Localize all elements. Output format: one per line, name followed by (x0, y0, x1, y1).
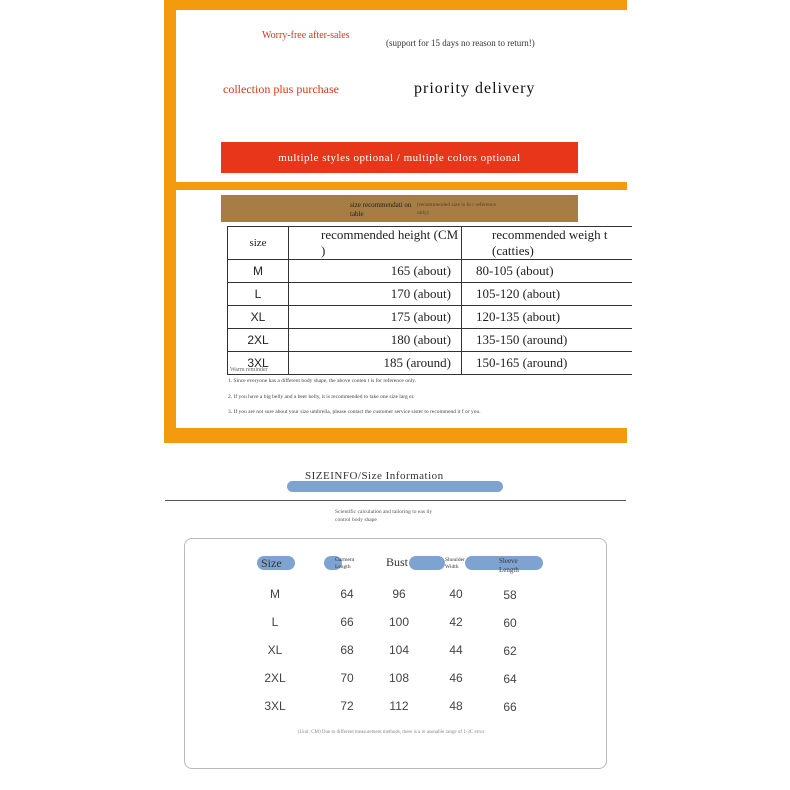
row-height: 175 (about) (289, 306, 462, 329)
bust-cell: 104 (388, 643, 410, 657)
header-pill (409, 556, 445, 570)
priority-delivery-text: priority delivery (414, 80, 536, 97)
col-size-header: size (228, 227, 289, 260)
recommendation-subtitle: (recommended size is fo r reference only) (417, 202, 496, 216)
row-height: 185 (around) (289, 352, 462, 375)
table-row (228, 260, 633, 283)
bust-cell: 96 (392, 587, 406, 601)
bust-cell: 112 (389, 699, 409, 713)
size-cell: L (271, 615, 279, 629)
size-cell: XL (267, 643, 283, 657)
bust-cell: 108 (388, 671, 410, 685)
title-highlight-bar (287, 481, 503, 492)
section-divider (165, 500, 626, 501)
table-row (228, 352, 633, 375)
size-info-title: SIZEINFO/Size Information (305, 470, 444, 482)
row-height: 170 (about) (289, 283, 462, 306)
row-size: L (228, 283, 289, 306)
measurement-footnote: (Unit: CM) Due to different measurement methods, there is a re asonable range of 1-3C error (298, 730, 485, 735)
shoulder-cell: 42 (449, 615, 463, 629)
row-weight: 135-150 (around) (462, 329, 633, 352)
size-cell: 2XL (264, 671, 286, 685)
sleeve-cell: 66 (503, 700, 517, 714)
length-cell: 68 (340, 643, 354, 657)
row-height: 165 (about) (289, 260, 462, 283)
length-cell: 70 (340, 671, 354, 685)
header-shoulder-width: Shoulder Width (445, 557, 465, 570)
shoulder-cell: 48 (449, 699, 463, 713)
after-sales-text: Worry-free after-sales (262, 30, 350, 41)
support-text: (support for 15 days no reason to return!) (386, 38, 535, 48)
sleeve-cell: 60 (503, 616, 517, 630)
length-cell: 64 (340, 587, 354, 601)
size-cell: M (270, 587, 280, 601)
sleeve-cell: 62 (503, 644, 517, 658)
bust-cell: 100 (388, 615, 410, 629)
collection-text: collection plus purchase (223, 82, 339, 96)
shoulder-cell: 44 (449, 643, 463, 657)
recommendation-table (227, 226, 632, 375)
row-size: 2XL (228, 329, 289, 352)
row-size: M (228, 260, 289, 283)
table-row (228, 329, 633, 352)
styles-banner-text: multiple styles optional / multiple colors optional (278, 151, 521, 164)
shoulder-cell: 46 (449, 671, 463, 685)
recommendation-title: size recommendati on table (350, 201, 412, 218)
row-weight: 80-105 (about) (462, 260, 633, 283)
col-height-header: recommended height (CM ) (289, 227, 462, 260)
row-height: 180 (about) (289, 329, 462, 352)
length-cell: 72 (340, 699, 354, 713)
row-weight: 105-120 (about) (462, 283, 633, 306)
row-weight: 120-135 (about) (462, 306, 633, 329)
header-garment-length: Garment Length (335, 557, 355, 570)
row-size: 3XL (228, 352, 289, 375)
warm-reminder-label: Warm reminder (230, 367, 268, 373)
reminder-note: 1. Since everyone has a different body shape, the above conten t is for reference only. (228, 378, 416, 384)
table-row (228, 306, 633, 329)
length-cell: 66 (340, 615, 354, 629)
size-info-subtitle: Scientific calculation and tailoring to eas ily control body shape (335, 509, 433, 523)
reminder-note: 3. If you are not sure about your size umbrella, please contact the customer service sister to recommend it f or you. (228, 409, 481, 415)
size-cell: 3XL (264, 699, 286, 713)
header-size: Size (261, 556, 282, 570)
shoulder-cell: 40 (449, 587, 463, 601)
reminder-note: 2. If you have a big belly and a beer belly, it is recommended to take one size larg er. (228, 394, 415, 400)
header-bust: Bust (386, 555, 409, 569)
row-size: XL (228, 306, 289, 329)
col-weight-header: recommended weigh t (catties) (462, 227, 633, 260)
table-row (228, 283, 633, 306)
row-weight: 150-165 (around) (462, 352, 633, 375)
table-header-row (228, 227, 633, 260)
sleeve-cell: 58 (503, 588, 517, 602)
header-sleeve-length: Sleeve Length (499, 557, 519, 574)
styles-banner (221, 142, 578, 173)
sleeve-cell: 64 (503, 672, 517, 686)
